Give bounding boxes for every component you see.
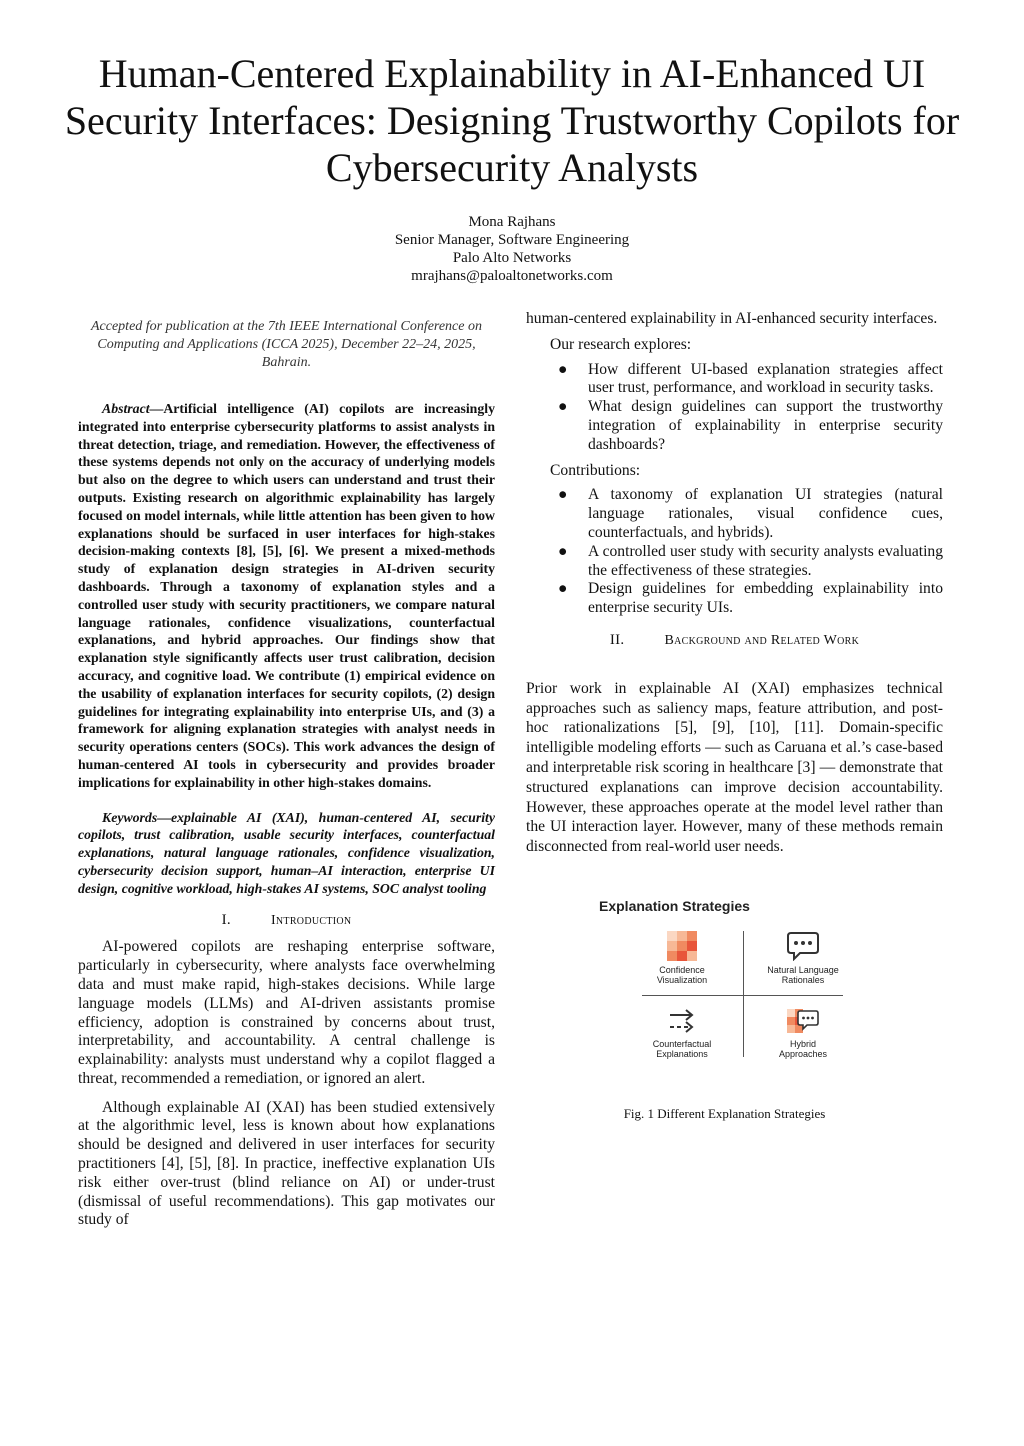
list-item: ● A controlled user study with security analysts evaluating the effectiveness of these strategies. (558, 542, 943, 579)
contributions-list (526, 486, 943, 618)
chat-bubble-icon (786, 931, 820, 961)
section-heading-background (526, 631, 943, 651)
quadrant-label-line1: Counterfactual (652, 1038, 712, 1049)
quadrant-natural-language-rationales (753, 931, 853, 985)
abstract (78, 400, 495, 792)
arrows-icon (666, 1007, 698, 1035)
intro-paragraph-2: Although explainable AI (XAI) has been studied extensively at the algorithmic level, less is known about how explanations should be designed and delivered in user interfaces for security practitioners [4], [5], [8]. In practice, ineffective explanation UIs risk either over-trust (blind reliance on AI) or under-trust (dismissal of useful recommendations). This gap motivates our study of (78, 1098, 495, 1229)
quadrant-label-line2: Rationales (781, 974, 825, 985)
author-name: Mona Rajhans (468, 214, 556, 230)
intro-paragraph-1: AI-powered copilots are reshaping enterprise software, particularly in cybersecurity, where analysts face overwhelming data and must make rapid, high-stakes decisions. While large language models (LLMs) and AI-driven assistants promise efficiency, adoption is constrained by concerns about trust, interpretability, and accountability. A central challenge is explainability: analysts must understand why a copilot flagged a threat, recommended a remediation, or ignored an alert. (78, 938, 495, 1087)
list-item: ● What design guidelines can support the trustworthy integration of explainability in enterprise security dashboards? (558, 398, 943, 453)
list-item: ● Design guidelines for embedding explainability into enterprise security UIs. (558, 580, 943, 617)
background-paragraph: Prior work in explainable AI (XAI) emphasizes technical approaches such as saliency maps, feature attribution, and post-hoc rationalizations [5], [9], [10], [11]. Domain-specific intelligible modeling efforts — such as Caruana et al.’s case-based and interpretable risk scoring in healthcare [3] — demonstrate that structured explanations can improve decision accountability. However, these approaches operate at the model level rather than the UI interaction layer. However, many of these methods remain disconnected from real-world user needs. (526, 679, 943, 856)
section-title: Background and Related Work (664, 632, 860, 648)
keywords-label: Keywords (102, 809, 158, 825)
quadrant-label-line2: Visualization (656, 974, 708, 985)
author-email: mrajhans@paloaltonetworks.com (411, 268, 613, 284)
section-number: I. (221, 911, 231, 928)
figure-divider-horizontal (642, 995, 843, 996)
list-item: ● How different UI-based explanation strategies affect user trust, performance, and workload in security tasks. (558, 360, 943, 397)
bullet-icon: ● (558, 360, 568, 378)
section-heading-introduction (78, 911, 495, 931)
figure-title: Explanation Strategies (599, 897, 750, 914)
keywords (78, 809, 495, 898)
heatmap-grid-icon (667, 931, 697, 961)
explores-label: Our research explores: (550, 335, 692, 353)
quadrant-label-line2: Explanations (656, 1048, 708, 1059)
author-affiliation: Palo Alto Networks (452, 250, 572, 266)
quadrant-label-line1: Confidence (659, 964, 705, 975)
paper-title: Human-Centered Explainability in AI-Enhanced UI Security Interfaces: Designing Trustworthy Copilots for Cybersecurity Analysts (64, 51, 960, 190)
author-role: Senior Manager, Software Engineering (394, 232, 630, 248)
left-column (78, 318, 495, 1240)
figure-caption: Fig. 1 Different Explanation Strategies (623, 1105, 826, 1121)
quadrant-confidence-visualization (632, 931, 732, 985)
quadrant-label-line1: Natural Language (767, 964, 839, 975)
figure-explanation-strategies (584, 897, 844, 1087)
contributions-label: Contributions: (550, 461, 641, 479)
right-column (526, 310, 943, 1124)
intro-paragraph-2-continued: human-centered explainability in AI-enhanced security interfaces. (526, 310, 938, 327)
bullet-icon: ● (558, 486, 568, 504)
bullet-icon: ● (558, 542, 568, 560)
abstract-dash: — (149, 401, 164, 416)
section-number: II. (609, 631, 625, 648)
bullet-icon: ● (558, 580, 568, 598)
list-item: ● A taxonomy of explanation UI strategies (natural language rationales, visual confidence cues, counterfactuals, and hybrids). (558, 486, 943, 541)
quadrant-label-line1: Hybrid (789, 1038, 816, 1049)
quadrant-counterfactual-explanations (632, 1007, 732, 1059)
keywords-text: explainable AI (XAI), human-centered AI, security copilots, trust calibration, usable security interfaces, counterfactual explanations, natural language rationales, confidence visualization, cybersecurity decision support, human–AI interaction, enterprise UI design, cognitive workload, high-stakes AI systems, SOC analyst tooling (78, 809, 495, 896)
figure-divider-vertical (743, 931, 744, 1057)
hybrid-icon (787, 1007, 819, 1035)
keywords-dash: — (157, 809, 171, 825)
explores-list (526, 361, 943, 455)
bullet-icon: ● (558, 398, 568, 416)
abstract-label: Abstract (102, 401, 150, 416)
section-title: Introduction (270, 912, 352, 928)
author-block (312, 213, 712, 285)
quadrant-hybrid-approaches (753, 1007, 853, 1059)
abstract-text: Artificial intelligence (AI) copilots are increasingly integrated into enterprise cybersecurity platforms to assist analysts in threat detection, triage, and remediation. However, the effectiveness of these systems depends not only on the accuracy of underlying models but also on the degree to which users can understand and trust their outputs. Existing research on algorithmic explainability has largely focused on model internals, while little attention has been given to how explanations should be surfaced in user interfaces for high-stakes decision-making contexts [8], [5], [6]. We present a mixed-methods study of explanation design strategies in AI-driven security dashboards. Through a taxonomy of explanation styles and a controlled user study with security practitioners, we compare natural language rationales, confidence visualizations, counterfactual explanations, and hybrid approaches. Our findings show that explanation style significantly affects user trust calibration, decision accuracy, and cognitive load. We contribute (1) empirical evidence on the usability of explanation interfaces for security copilots, (2) design guidelines for integrating explainability into enterprise UIs, and (3) a framework for aligning explanation strategies with analyst needs in security operations centers (SOCs). This work advances the design of human-centered AI tools in cybersecurity and provides broader implications for explainability in other high-stakes domains. (78, 401, 495, 790)
quadrant-label-line2: Approaches (778, 1048, 828, 1059)
acceptance-note: Accepted for publication at the 7th IEEE International Conference on Computing and Applications (ICCA 2025), December 22–24, 2025, Bahrain. (90, 319, 482, 370)
